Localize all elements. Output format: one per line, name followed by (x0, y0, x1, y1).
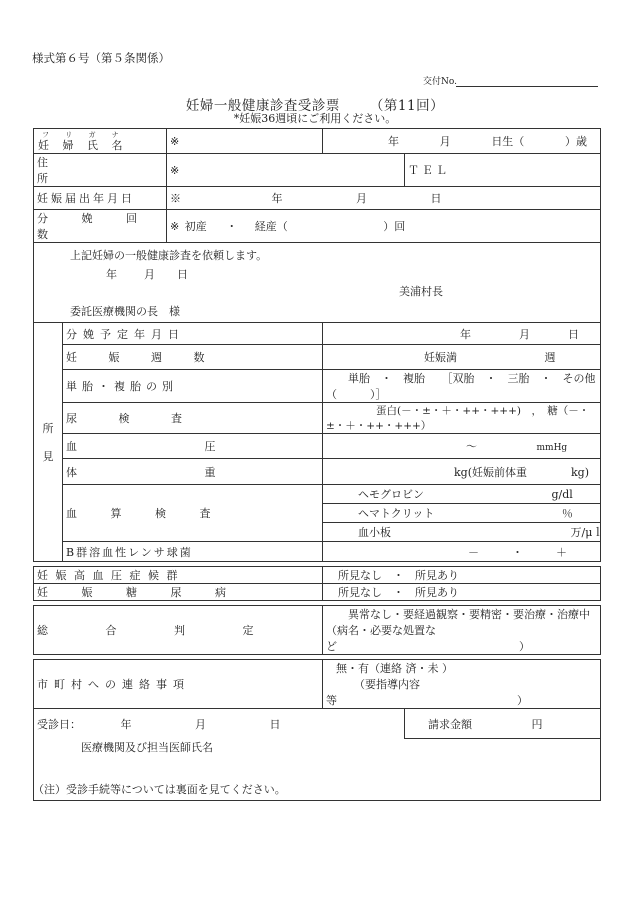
address-row (34, 154, 601, 187)
singleton-field[interactable]: 単胎 ・ 複胎 ［双胎 ・ 三胎 ・ その他（ ）］ (323, 370, 601, 403)
judgment-row (34, 606, 601, 655)
exam-date-row (34, 709, 601, 739)
gbs-label: B群溶血性レンサ球菌 (66, 545, 193, 559)
form-number: 様式第６号（第５条関係） (32, 51, 170, 65)
findings-section-label: 所 見 (34, 323, 63, 562)
form-subtitle: *妊娠36週頃にご利用ください。 (233, 112, 397, 125)
judgment-field[interactable]: 異常なし・要経過観察・要精密・要治療・治療中 （病名・必要な処置など ） (323, 606, 601, 655)
exam-date-field[interactable]: 受診日： 年 月 日 (34, 709, 405, 739)
singleton-label: 単胎・複胎の別 (66, 380, 178, 393)
hb-row (34, 485, 601, 504)
report-date-row (34, 187, 601, 210)
form-title: 妊婦一般健康診査受診票 （第11回） (185, 98, 445, 114)
address-label: 住 所 (37, 156, 48, 185)
bp-row (34, 434, 601, 459)
urine-row (34, 403, 601, 434)
hb-field[interactable]: ヘモグロビン g/dl (323, 485, 601, 504)
plt-field[interactable]: 血小板 万/μｌ (323, 523, 601, 542)
delivery-count-field[interactable]: ※ 初産 ・ 経産（ ）回 (167, 210, 601, 243)
issue-number-line (456, 86, 598, 87)
issue-number-label: 交付No. (423, 77, 457, 87)
gbs-field[interactable]: － ・ ＋ (323, 542, 601, 562)
address-field[interactable]: ※ (167, 154, 405, 187)
due-date-field[interactable]: 年 月 日 (323, 323, 601, 345)
request-text: 上記妊婦の一般健康診査を依頼します。 (70, 249, 268, 262)
tel-field[interactable]: ＴＥＬ (405, 154, 601, 187)
weight-label: 体 重 (66, 465, 216, 479)
urine-label: 尿 検 査 (66, 412, 182, 425)
request-block-row: 上記妊婦の一般健康診査を依頼します。 年 月 日 美浦村長 委託医療機関の長 様 (34, 243, 601, 323)
name-field[interactable]: ※ (167, 129, 323, 154)
singleton-row (34, 370, 601, 403)
footnote: （注）受診手続等については裏面を見てください。 (33, 783, 286, 796)
recipient-text: 委託医療機関の長 様 (70, 305, 180, 318)
bp-label: 血 圧 (66, 440, 216, 453)
delivery-count-row (34, 210, 601, 243)
diabetes-row (34, 584, 601, 601)
name-row (34, 129, 601, 154)
report-date-field[interactable]: ※ 年 月 日 (167, 187, 601, 210)
diabetes-label: 妊 娠 糖 尿 病 (37, 586, 226, 599)
furigana-label: フ リ ガ ナ (42, 130, 126, 139)
judgment-label: 総 合 判 定 (37, 624, 254, 637)
exam-form-table (33, 128, 604, 801)
due-date-row (34, 323, 601, 345)
hypertension-row (34, 567, 601, 584)
hypertension-label: 妊 娠 高 血 圧 症 候 群 (37, 569, 178, 582)
gest-weeks-label: 妊 娠 週 数 (66, 351, 205, 364)
gest-weeks-field[interactable]: 妊娠満 週 (323, 345, 601, 370)
blood-test-label: 血 算 検 査 (66, 507, 211, 520)
gest-weeks-row (34, 345, 601, 370)
billing-field[interactable]: 請求金額 円 (405, 709, 601, 739)
due-date-label: 分娩予定年月日 (66, 327, 185, 341)
gbs-row (34, 542, 601, 562)
bp-field[interactable]: ～ mmHg (323, 434, 601, 459)
contact-field[interactable]: 無・有（連絡 済・未 ） （要指導内容等 ） (323, 660, 601, 709)
hypertension-field[interactable]: 所見なし ・ 所見あり (323, 567, 601, 584)
delivery-count-label: 分 娩 回 数 (37, 212, 137, 241)
urine-field[interactable]: 蛋白(－・±・＋・++・+++) ， 糖（－・±・＋・++・+++） (323, 403, 601, 434)
birthdate-field[interactable]: 年 月 日生（ ）歳 (323, 129, 601, 154)
weight-field[interactable]: kg(妊娠前体重 kg) (323, 459, 601, 485)
name-label: 妊 婦 氏 名 (38, 138, 123, 152)
contact-label: 市町村への連絡事項 (37, 678, 190, 691)
report-date-label: 妊娠届出年月日 (37, 192, 135, 205)
diabetes-field[interactable]: 所見なし ・ 所見あり (323, 584, 601, 601)
hct-field[interactable]: ヘマトクリット ％ (323, 504, 601, 523)
institution-field[interactable]: 医療機関及び担当医師氏名 (34, 739, 601, 801)
contact-row (34, 660, 601, 709)
mayor-name: 美浦村長 (399, 285, 443, 298)
weight-row (34, 459, 601, 485)
